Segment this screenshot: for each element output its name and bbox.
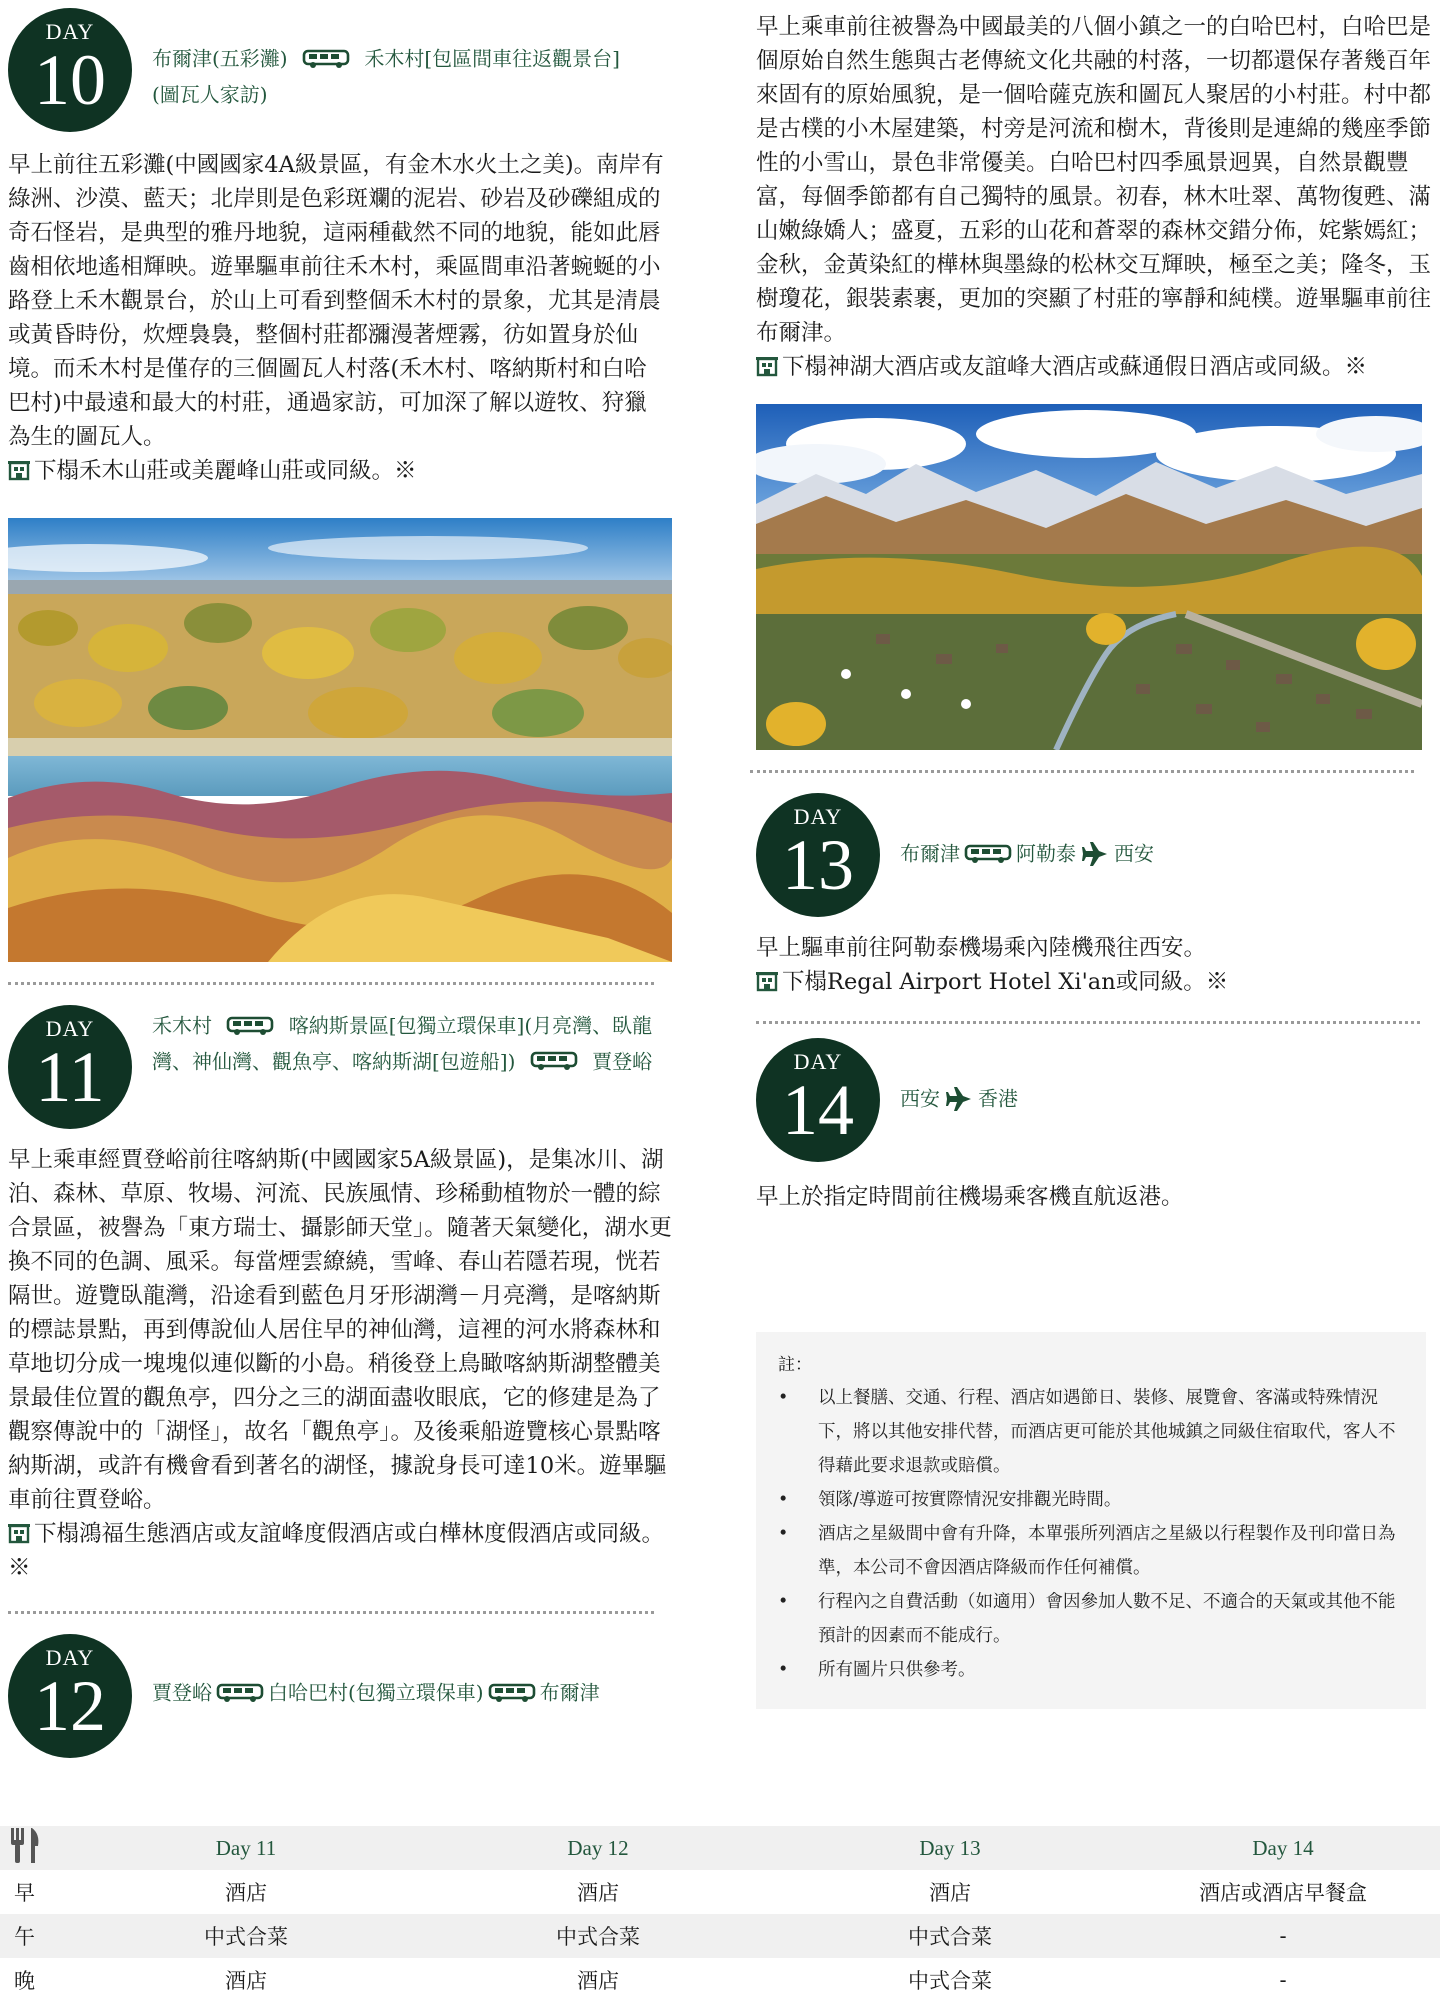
baihaba-photo xyxy=(756,404,1422,750)
hotel-icon xyxy=(756,355,778,377)
day-14-badge xyxy=(756,1038,880,1162)
day-label: DAY xyxy=(45,19,95,44)
day-14-route xyxy=(900,1080,1018,1116)
hotel-icon xyxy=(756,970,778,992)
note-item: • 酒店之星級間中會有升降，本單張所列酒店之星級以行程製作及刊印當日為準，本公司不會因酒店降級而作任何補償。 xyxy=(778,1517,1402,1585)
wucaitan-illustration xyxy=(8,518,672,962)
baihaba-illustration xyxy=(756,404,1422,750)
hotel-text: 下榻Regal Airport Hotel Xi'an或同級。※ xyxy=(782,969,1229,995)
day-14-header xyxy=(756,1038,1432,1162)
day-divider xyxy=(750,770,1414,773)
meal-cell: 中式合菜 xyxy=(204,1925,288,1949)
bus-icon xyxy=(302,49,350,69)
day-number: 13 xyxy=(782,825,854,905)
route-origin: 禾木村 xyxy=(152,1013,212,1038)
route-destination: 香港 xyxy=(978,1086,1018,1111)
day-number: 11 xyxy=(35,1037,105,1117)
bus-icon xyxy=(488,1683,536,1703)
right-column xyxy=(756,0,1432,1709)
day-label: DAY xyxy=(45,1645,95,1670)
meals-row-lunch xyxy=(0,1914,1440,1958)
meal-cell: 中式合菜 xyxy=(908,1969,992,1993)
meal-label: 早 xyxy=(14,1881,35,1905)
route-origin: 布爾津 xyxy=(900,841,960,866)
note-item: • 以上餐膳、交通、行程、酒店如遇節日、裝修、展覽會、客滿或特殊情況下，將以其他安排代替，而酒店更可能於其他城鎮之同級住宿取代，客人不得藉此要求退款或賠償。 xyxy=(778,1381,1402,1483)
route-origin: 賈登峪 xyxy=(152,1680,212,1705)
notes-box xyxy=(756,1332,1426,1709)
notes-list xyxy=(778,1381,1402,1687)
utensils-icon xyxy=(8,1826,42,1864)
route-destination: 西安 xyxy=(1114,841,1154,866)
day-10-description: 早上前往五彩灘(中國國家4A級景區，有金木水火土之美)。南岸有綠洲、沙漠、藍天；北岸則是色彩斑斕的泥岩、砂岩及砂礫組成的奇石怪岩，是典型的雅丹地貌，這兩種截然不同的地貌，能如此唇齒相依地遙相輝映。遊畢驅車前往禾木村，乘區間車沿著蜿蜒的小路登上禾木觀景台，於山上可看到整個禾木村的景象，尤其是清晨或黃昏時份，炊煙裊裊，整個村莊都瀰漫著煙霧，彷如置身於仙境。而禾木村是僅存的三個圖瓦人村落(禾木村、喀納斯村和白哈巴村)中最遠和最大的村莊，通過家訪，可加深了解以遊牧、狩獵為生的圖瓦人。 xyxy=(8,152,664,450)
hotel-icon xyxy=(8,459,30,481)
hotel-text: 下榻禾木山莊或美麗峰山莊或同級。※ xyxy=(34,458,417,484)
meals-header-day11: Day 11 xyxy=(215,1835,277,1860)
utensils-icon-cell xyxy=(0,1826,70,1870)
notes-title: 註： xyxy=(778,1355,812,1375)
day-divider xyxy=(756,1021,1420,1024)
route-origin: 西安 xyxy=(900,1086,940,1111)
day-label: DAY xyxy=(45,1016,95,1041)
meal-cell: - xyxy=(1279,1968,1287,1992)
route-final: 布爾津 xyxy=(539,1680,600,1705)
day-11-header xyxy=(8,1005,673,1129)
day-13-route xyxy=(900,835,1154,871)
day-12-route xyxy=(152,1674,673,1710)
meals-header-day13: Day 13 xyxy=(919,1835,981,1860)
route-stop: 阿勒泰 xyxy=(1016,841,1076,866)
plane-icon xyxy=(1082,842,1108,866)
left-column xyxy=(8,0,673,1758)
meal-cell: 酒店 xyxy=(577,1969,619,1993)
meals-header-day12: Day 12 xyxy=(567,1835,629,1860)
route-destination: 白哈巴村(包獨立環保車) xyxy=(268,1680,484,1705)
meal-cell: - xyxy=(1279,1924,1287,1948)
meals-header-day14: Day 14 xyxy=(1252,1835,1314,1860)
meals-row-breakfast xyxy=(0,1870,1440,1914)
day-10-route xyxy=(152,40,672,111)
day-13-header xyxy=(756,793,1432,917)
day-label: DAY xyxy=(793,1049,843,1074)
day-11-hotel xyxy=(8,1517,668,1585)
day-11-badge xyxy=(8,1005,132,1129)
plane-icon xyxy=(946,1087,972,1111)
meal-cell: 中式合菜 xyxy=(556,1925,640,1949)
bus-icon xyxy=(530,1051,578,1071)
day-14-description: 早上於指定時間前往機場乘客機直航返港。 xyxy=(756,1184,1184,1210)
day-13-hotel xyxy=(756,965,1432,999)
day-10-badge xyxy=(8,8,132,132)
bus-icon xyxy=(964,844,1012,864)
day-number: 14 xyxy=(782,1070,854,1150)
meal-cell: 酒店 xyxy=(225,1969,267,1993)
day-number: 12 xyxy=(34,1666,106,1746)
route-origin: 布爾津(五彩灘) xyxy=(152,46,288,71)
meals-header-row xyxy=(0,1826,1440,1870)
meals-row-dinner xyxy=(0,1958,1440,2002)
bus-icon xyxy=(216,1683,264,1703)
meal-label: 晚 xyxy=(14,1969,35,1993)
day-label: DAY xyxy=(793,804,843,829)
day-12-header xyxy=(8,1634,673,1758)
meal-cell: 酒店 xyxy=(225,1881,267,1905)
day-12-badge xyxy=(8,1634,132,1758)
route-destination: 禾木村[包區間車往返觀景台] xyxy=(364,46,620,71)
route-destination: 喀納斯景區[包獨立環保車](月亮灣、臥龍灣、神仙灣、觀魚亭、喀納斯湖[包遊船]) xyxy=(152,1013,653,1073)
meal-cell: 中式合菜 xyxy=(908,1925,992,1949)
meal-label: 午 xyxy=(14,1925,35,1949)
note-item: • 領隊/導遊可按實際情況安排觀光時間。 xyxy=(778,1483,1402,1517)
note-item: • 行程內之自費活動（如適用）會因參加人數不足、不適合的天氣或其他不能預計的因素而不能成行。 xyxy=(778,1585,1402,1653)
route-final: 賈登峪 xyxy=(592,1049,653,1073)
day-13-description: 早上驅車前往阿勒泰機場乘內陸機飛往西安。 xyxy=(756,935,1207,961)
day-10-header xyxy=(8,8,673,132)
wucaitan-photo xyxy=(8,518,672,962)
day-11-description: 早上乘車經賈登峪前往喀納斯(中國國家5A級景區)，是集冰川、湖泊、森林、草原、牧場、河流、民族風情、珍稀動植物於一體的綜合景區，被譽為「東方瑞士、攝影師天堂」。隨著天氣變化，湖水更換不同的色調、風采。每當煙雲繚繞，雪峰、春山若隱若現，恍若隔世。遊覽臥龍灣，沿途看到藍色月牙形湖灣－月亮灣，是喀納斯的標誌景點，再到傳說仙人居住早的神仙灣，這裡的河水將森林和草地切分成一塊塊似連似斷的小島。稍後登上鳥瞰喀納斯湖整體美景最佳位置的觀魚亭，四分之三的湖面盡收眼底，它的修建是為了觀察傳說中的「湖怪」，故名「觀魚亭」。及後乘船遊覽核心景點喀納斯湖，或許有機會看到著名的湖怪，據說身長可達10米。遊畢驅車前往賈登峪。 xyxy=(8,1147,672,1513)
note-item: • 所有圖片只供參考。 xyxy=(778,1653,1402,1687)
hotel-icon xyxy=(8,1522,30,1544)
hotel-text: 下榻神湖大酒店或友誼峰大酒店或蘇通假日酒店或同級。※ xyxy=(782,354,1368,380)
hotel-text: 下榻鴻福生態酒店或友誼峰度假酒店或白樺林度假酒店或同級。※ xyxy=(8,1521,665,1581)
meal-cell: 酒店 xyxy=(929,1881,971,1905)
bus-icon xyxy=(226,1016,274,1036)
day-divider xyxy=(8,1611,654,1614)
day-divider xyxy=(8,982,654,985)
meal-cell: 酒店 xyxy=(577,1881,619,1905)
day-number: 10 xyxy=(34,40,106,120)
day-11-route xyxy=(152,1007,672,1078)
meals-table xyxy=(0,1826,1440,2002)
day-10-hotel xyxy=(8,454,673,488)
day-12-hotel xyxy=(756,350,1432,384)
day-12-description: 早上乘車前往被譽為中國最美的八個小鎮之一的白哈巴村，白哈巴是個原始自然生態與古老傳統文化共融的村落，一切都還保存著幾百年來固有的原始風貌，是一個哈薩克族和圖瓦人聚居的小村莊。村中都是古樸的小木屋建築，村旁是河流和樹木，背後則是連綿的幾座季節性的小雪山，景色非常優美。白哈巴村四季風景迥異，自然景觀豐富，每個季節都有自己獨特的風景。初春，林木吐翠、萬物復甦、滿山嫩綠嬌人；盛夏，五彩的山花和蒼翠的森林交錯分佈，姹紫嫣紅；金秋，金黃染紅的樺林與墨綠的松林交互輝映，極至之美；隆冬，玉樹瓊花，銀裝素裹，更加的突顯了村莊的寧靜和純樸。遊畢驅車前往布爾津。 xyxy=(756,14,1432,346)
meals-grid xyxy=(0,1826,1440,2002)
day-13-badge xyxy=(756,793,880,917)
route-note: (圖瓦人家訪) xyxy=(152,82,268,106)
meal-cell: 酒店或酒店早餐盒 xyxy=(1199,1881,1367,1905)
